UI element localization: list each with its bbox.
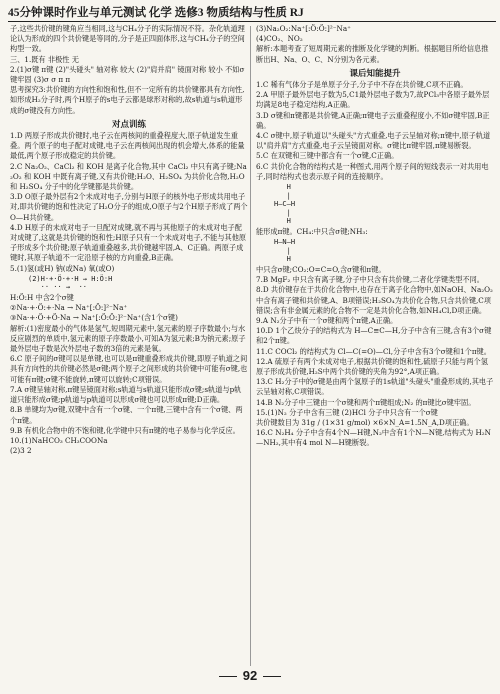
answer-paragraph: 3.D σ键和π键都是共价键,A正确;π键电子云重叠程度小,不如σ键牢固,B正确。 — [256, 110, 490, 130]
column-divider — [250, 26, 251, 666]
structural-formula: H | H—C—H | H — [274, 183, 296, 226]
answer-paragraph: 8.D 共价键存在于共价化合物中,也存在于离子化合物中,如NaOH、Na₂O₂中含有离子键和共价键,A、B项错误;H₂SO₄为共价化合物,只含共价键,C项错误;含有非金属元素的化合物不一定是共价化合物,如NH₄Cl,D项正确。 — [256, 285, 493, 315]
answer-paragraph: 16.C N₂H₄ 分子中含有4个N—H键,N₂中含有1个N—N键,结构式为 H₂N—NH₂,其中有4 mol N—H键断裂。 — [256, 428, 491, 448]
answer-paragraph: 子,这些共价键的键角应当相同,这与CH₄分子的实际情况不符。杂化轨道理论认为形成的四个共价键是等同的,分子是正四面体形,这与CH₄分子的空间构型一致。 — [10, 24, 245, 54]
page-number: 92 — [242, 668, 258, 683]
section-heading: 对点训练 — [111, 118, 146, 129]
left-column — [10, 24, 248, 456]
answer-paragraph: 5.C 在双键和三键中都含有一个σ键,C正确。 — [256, 151, 399, 161]
answer-paragraph: 12.A 硫原子有两个未成对电子,根据共价键的饱和性,硫原子只能与两个氢原子形成共价键,H₂S中两个共价键的夹角为92°,A项正确。 — [256, 356, 488, 377]
answer-paragraph: 3.D O原子最外层有2个未成对电子,分别与H原子的核外电子形成共用电子对,即共价键的饱和性决定了H₂O分子的组成,O原子与2个H原子形成了两个O—H共价键。 — [10, 192, 248, 222]
answer-paragraph: 1.C 稀有气体分子是单原子分子,分子中不存在共价键,C项不正确。 — [256, 80, 468, 90]
answer-paragraph: 2.A 甲原子最外层电子数为5,C1最外层电子数为7,故PCl₃中各原子最外层均满足8电子稳定结构,A正确。 — [256, 90, 490, 110]
answer-paragraph: 4.D H原子的未成对电子一旦配对成键,就不再与其他原子的未成对电子配对成键了,这就是共价键的饱和性;H原子只有一个未成对电子,不能与其他原子形成多个共价键;原子轨道重叠越多,共价键越牢固,A、C正确。两原子成键时,其原子轨道不一定沿原子核的方向重叠,B正确。 — [10, 222, 247, 263]
answer-paragraph: 9.B 有机化合物中的不饱和键,化学键中只有π键的电子易参与化学反应。 — [10, 425, 240, 435]
answer-paragraph: 8.B 单键均为σ键,双键中含有一个σ键、一个π键,三键中含有一个σ键、两个π键。 — [10, 405, 243, 425]
answer-paragraph: 共价键数目为 31g / (1×31 g/mol) ×6×N_A=1.5N_A,D项正确。 — [256, 418, 474, 428]
answer-paragraph: 思考探究3:共价键的方向性和饱和性,但不一定所有的共价键都具有方向性,如形成H₂分子时,两个H原子的s电子云都是球形对称的,故s轨道与s轨道形成的σ键没有方向性。 — [10, 85, 245, 115]
answer-paragraph: H:Ö:H 中含2个σ键 — [10, 293, 74, 303]
answer-paragraph: 14.B N₂分子中三键由一个σ键和两个π键组成;N₂ 的π键比σ键牢固。 — [256, 397, 476, 407]
answer-paragraph: 三、1.既有 非极性 无 — [10, 54, 79, 64]
footer-dash-left — [219, 676, 237, 677]
answer-paragraph: 4.C σ键中,原子轨道以"头碰头"方式重叠,电子云呈轴对称;π键中,原子轨道以"肩并肩"方式重叠,电子云呈镜面对称。σ键比π键牢固,π键易断裂。 — [256, 131, 491, 151]
answer-paragraph: 解析:(1)密度最小的气体是氢气,短周期元素中,氢元素的原子序数最小;与水反应剧烈的单质中,氢元素的原子序数最小,可知A为氢元素;B为钠元素;原子最外层电子数是次外层电子数的3倍的元素是氧。 — [10, 323, 246, 354]
footer-dash-right — [263, 676, 281, 677]
answer-paragraph: 10.D 1个乙炔分子的结构式为 H—C≡C—H,分子中含有三键,含有3个σ键和2个π键。 — [256, 326, 492, 346]
answer-paragraph: (2)3 2 — [10, 446, 32, 456]
answer-paragraph: 9.A N₂分子中有一个σ键和两个π键,A正确。 — [256, 316, 398, 326]
answer-paragraph: 7.A σ键呈轴对称,π键呈镜面对称;s轨道与s轨道只能形成σ键;s轨道与p轨道只能形成σ键;p轨道与p轨道可以形成σ键也可以形成π键;D正确。 — [10, 384, 242, 405]
running-header: 45分钟课时作业与单元测试 化学 选修3 物质结构与性质 RJ — [8, 4, 496, 22]
answer-paragraph: 1.D 两原子形成共价键时,电子云在两核间的重叠程度大,原子轨道发生重叠。两个原子的电子配对成键,电子云在两核间出现的机会增大,体系的能量最低,两个原子形成稳定的共价键。 — [10, 131, 245, 161]
answer-paragraph: 11.C COCl₂ 的结构式为 Cl—C(=O)—Cl,分子中含有3个σ键和1个π键。 — [256, 346, 491, 356]
answer-paragraph: 解析:本题考查了短周期元素的推断及化学键的判断。根据题目所给信息推断出H、Na、O、C、N分别为各元素。 — [256, 44, 489, 64]
answer-paragraph: 5.(1)氢(或H) 钠(或Na) 氧(或O) — [10, 263, 115, 273]
structural-formula: H—N—H | H — [274, 238, 296, 264]
answer-paragraph: (4)CO₂、NO₂ — [256, 34, 303, 44]
answer-paragraph: ②Na·+·Ö:+·Na → Na⁺[:Ö:]²⁻Na⁺ — [10, 303, 128, 313]
answer-paragraph: 13.C H₂分子中的σ键是由两个氢原子的1s轨道"头碰头"重叠形成的,其电子云呈轴对称,C项错误。 — [256, 377, 494, 397]
answer-paragraph: 6.C 共价化合物的结构式是一种图式,用两个原子间的短线表示一对共用电子,同时结构式也表示原子间的连接顺序。 — [256, 161, 489, 181]
answer-paragraph: 能形成π键。CH₄:中只含σ键;NH₃: — [256, 227, 368, 237]
right-column — [256, 24, 494, 449]
structural-formula: (2)H·+·Ö·+·H → H:Ö:H ·· ·· → ·· — [28, 274, 113, 292]
answer-paragraph: 2.(1)σ键 π键 (2)"头碰头" 轴对称 较大 (2)"肩并肩" 镜面对称 较小 不如σ键牢固 (3)σ σ π π — [10, 64, 245, 85]
answer-paragraph: 2.C Na₂O₂、CaCl₂ 和 KOH 是离子化合物,其中 CaCl₂ 中只有离子键;Na₂O₂ 和 KOH 中既有离子键,又有共价键;H₂O、H₂SO₄ 为共价化合物,H₂O 和 H₂SO₄ 分子中的化学键都是共价键。 — [10, 161, 247, 192]
section-heading: 课后知能提升 — [349, 67, 401, 78]
watermark-logo — [423, 658, 495, 693]
answer-paragraph: 15.(1)N₂ 分子中含有三键 (2)HCl 分子中只含有一个σ键 — [256, 407, 438, 417]
answer-paragraph: (3)Na₂O₂:Na⁺[:Ö:Ö:]²⁻Na⁺ — [256, 24, 351, 33]
answer-paragraph: 6.C 原子间的σ键可以是单键,也可以是π键重叠形成共价键,即原子轨道之间具有方向性的共价键必然是σ键;两个原子之间形成的共价键中可能有σ键,也可能有π键;σ键不能旋转,π键可以旋转;C项错误。 — [10, 354, 248, 384]
answer-paragraph: 7.B MgF₂ 中只含有离子键,分子中只含有共价键,二者化学键类型不同。 — [256, 275, 484, 285]
answer-paragraph: ③Na·+·Ö·+Ö·Na → Na⁺[:Ö:Ö:]²⁻Na⁺(含1个σ键) — [10, 313, 178, 323]
answer-paragraph: 10.(1)NaHCO₃ CH₃COONa — [10, 435, 108, 445]
answer-paragraph: 中只含σ键;CO₂:O=C=O,含σ键和π键。 — [256, 265, 386, 274]
